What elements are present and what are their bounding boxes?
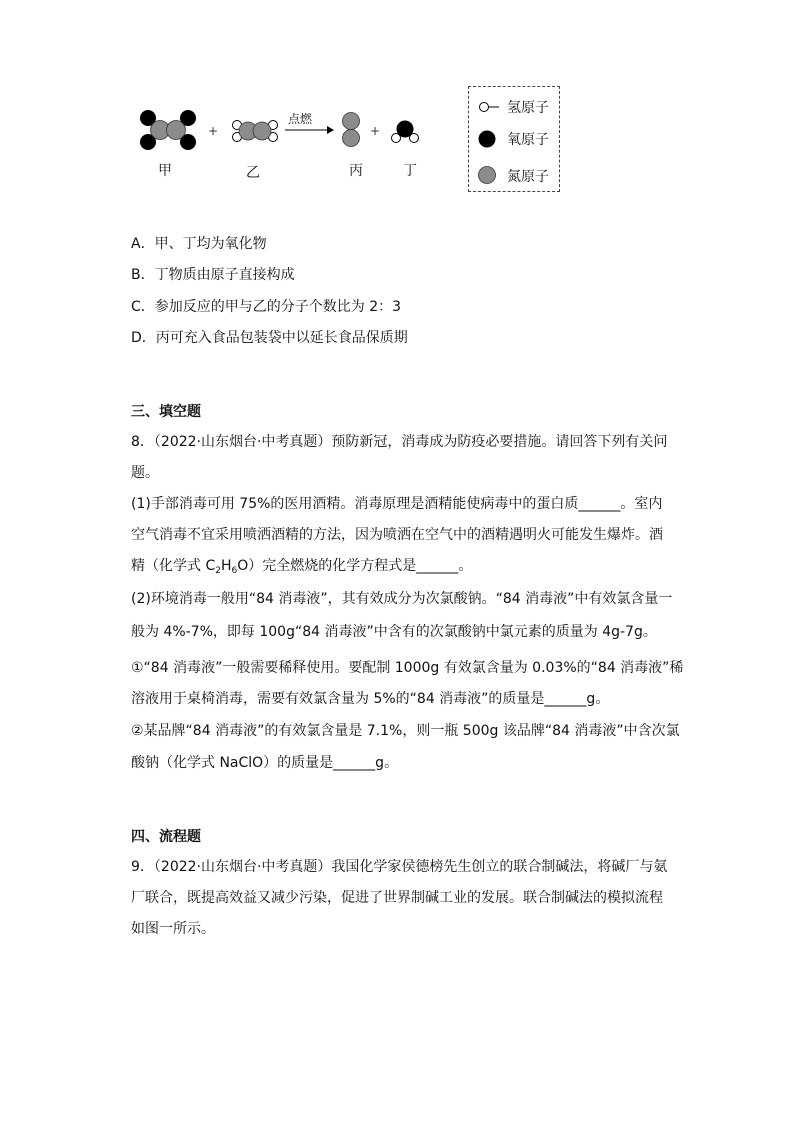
oxygen-atom-icon <box>475 128 503 150</box>
reaction-diagram <box>130 84 570 198</box>
q8-stem-line2: 题。 <box>131 465 159 481</box>
q9-stem-line3: 如图一所示。 <box>131 921 215 937</box>
option-a: A．甲、丁均为氧化物 <box>131 236 267 252</box>
q8-sub2-line1: ②某品牌“84 消毒液”的有效氯含量是 7.1%，则一瓶 500g 该品牌“84 消毒液”中含次氯 <box>131 723 680 739</box>
reaction-molecules <box>130 84 470 198</box>
molecule-ding <box>392 121 419 143</box>
arrow-label: 点燃 <box>288 112 313 126</box>
q8-sub1-line1: ①“84 消毒液”一般需要稀释使用。要配制 1000g 有效氯含量为 0.03%的“84 消毒液”稀 <box>131 660 684 676</box>
option-b: B．丁物质由原子直接构成 <box>131 267 295 283</box>
label-ding: 丁 <box>403 163 417 179</box>
label-bing: 丙 <box>349 163 363 179</box>
legend-label: 氮原子 <box>507 169 549 185</box>
q8-part1-line2: 空气消毒不宜采用喷洒酒精的方法，因为喷洒在空气中的酒精遇明火可能发生爆炸。酒 <box>131 527 663 543</box>
q8-part2-line1: (2)环境消毒一般用“84 消毒液”，其有效成分为次氯酸钠。“84 消毒液”中有效氯含量一 <box>131 591 673 607</box>
q8-sub2-line2: 酸钠（化学式 NaClO）的质量是______g。 <box>131 755 399 771</box>
q9-stem-line2: 厂联合，既提高效益又减少污染，促进了世界制碱工业的发展。联合制碱法的模拟流程 <box>131 890 663 906</box>
q8-part1-line1: (1)手部消毒可用 75%的医用酒精。消毒原理是酒精能使病毒中的蛋白质______。室内 <box>131 496 663 512</box>
hydrogen-atom-icon <box>475 96 503 116</box>
reaction-arrow <box>285 126 334 134</box>
q8-part1-line3: 精（化学式 $C_2H_6O$）完全燃烧的化学方程式是______。 <box>131 558 473 576</box>
legend-oxygen <box>469 128 561 150</box>
nitrogen-atom-icon <box>475 165 503 187</box>
q8-part2-line2: 般为 4%-7%，即每 100g“84 消毒液”中含有的次氯酸钠中氯元素的质量为 4g-7g。 <box>131 624 657 640</box>
q8-sub1-line2: 溶液用于桌椅消毒，需要有效氯含量为 5%的“84 消毒液”的质量是______g。 <box>131 691 610 707</box>
section-heading-fill-in: 三、填空题 <box>131 404 201 420</box>
legend-hydrogen <box>469 96 561 118</box>
legend-label: 氧原子 <box>507 132 549 148</box>
molecule-yi <box>233 121 278 142</box>
plus-sign: + <box>370 124 381 138</box>
option-d: D．丙可充入食品包装袋中以延长食品保质期 <box>131 330 408 346</box>
label-yi: 乙 <box>246 165 260 181</box>
molecule-jia <box>140 110 196 150</box>
plus-sign: + <box>208 124 219 138</box>
option-c: C．参加反应的甲与乙的分子个数比为 2：3 <box>131 299 402 315</box>
molecule-bing <box>343 113 360 147</box>
label-jia: 甲 <box>158 163 172 179</box>
legend-label: 氢原子 <box>507 100 549 116</box>
q8-stem-line1: 8．（2022·山东烟台·中考真题）预防新冠，消毒成为防疫必要措施。请回答下列有关问 <box>131 434 668 450</box>
legend-nitrogen <box>469 165 561 187</box>
q9-stem-line1: 9．（2022·山东烟台·中考真题）我国化学家侯德榜先生创立的联合制碱法，将碱厂与氨 <box>131 859 668 875</box>
section-heading-flow: 四、流程题 <box>131 829 201 845</box>
atom-legend <box>468 86 560 192</box>
